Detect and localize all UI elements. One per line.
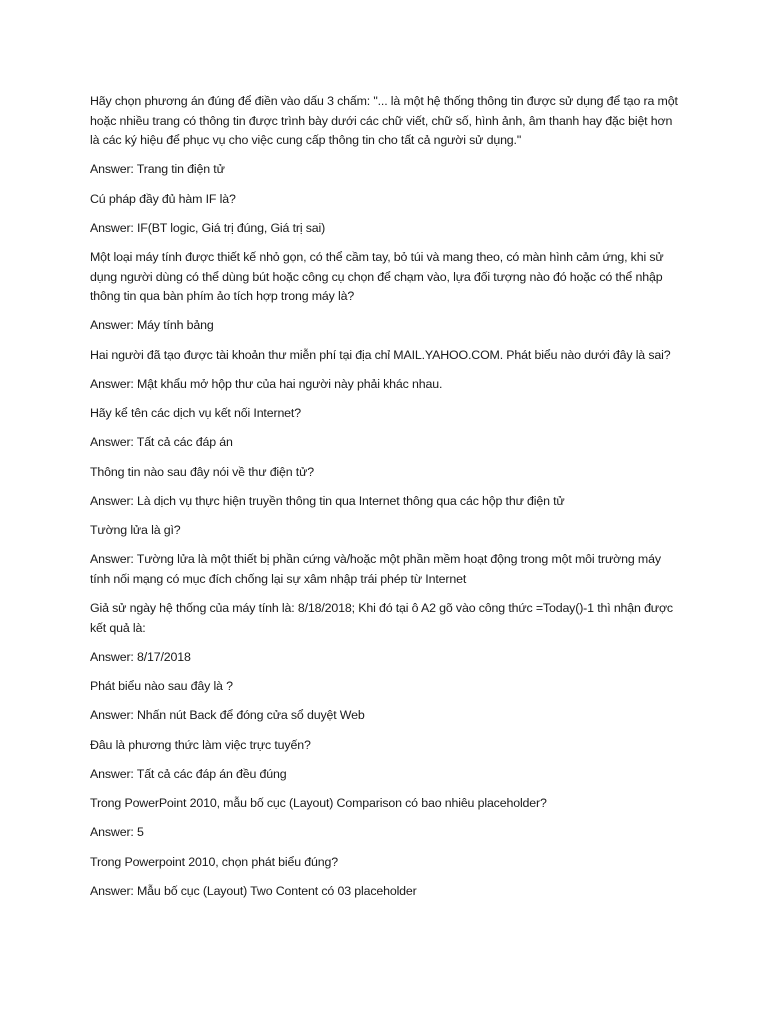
question-text: Trong Powerpoint 2010, chọn phát biểu đúng?	[90, 854, 338, 869]
answer-text: Answer: Tất cả các đáp án đều đúng	[90, 766, 287, 781]
answer-text: Answer: 8/17/2018	[90, 649, 191, 664]
answer-text: Answer: Là dịch vụ thực hiện truyền thông tin qua Internet thông qua các hộp thư điện tử	[90, 493, 565, 508]
answer-text: Answer: 5	[90, 825, 144, 839]
question-text: Hãy chọn phương án đúng để điền vào dấu 3 chấm: "... là một hệ thống thông tin được sử dụng để tạo ra một hoặc nhiều trang có thông tin được trình bày dưới các chữ viết, chữ số, hình ảnh, âm thanh hay đặc biệt hơn là các ký hiệu để phục vụ cho việc cung cấp thông tin cho tất cả người sử dụng."	[90, 94, 678, 147]
answer-text: Answer: Máy tính bảng	[90, 318, 214, 332]
document-body	[90, 92, 680, 911]
answer-text: Answer: Tường lửa là một thiết bị phần cứng và/hoặc một phần mềm hoạt động trong một môi trường máy tính nối mạng có mục đích chống lại sự xâm nhập trái phép từ Internet	[90, 552, 661, 586]
answer-text: Answer: Nhấn nút Back để đóng cửa sổ duyệt Web	[90, 708, 365, 722]
answer-text: Answer: Tất cả các đáp án	[90, 435, 233, 449]
question-text: Hãy kể tên các dịch vụ kết nối Internet?	[90, 406, 301, 420]
answer-text: Answer: Trang tin điện tử	[90, 162, 225, 176]
answer-text: Answer: Mật khẩu mở hộp thư của hai người này phải khác nhau.	[90, 376, 443, 391]
answer-text: Answer: Mẫu bố cục (Layout) Two Content có 03 placeholder	[90, 883, 417, 898]
answer-text: Answer: IF(BT logic, Giá trị đúng, Giá trị sai)	[90, 220, 326, 235]
question-text: Thông tin nào sau đây nói về thư điện tử?	[90, 464, 314, 479]
question-text: Cú pháp đầy đủ hàm IF là?	[90, 191, 236, 206]
question-text: Đâu là phương thức làm việc trực tuyến?	[90, 737, 311, 752]
question-text: Tường lửa là gì?	[90, 523, 181, 537]
question-text: Hai người đã tạo được tài khoản thư miễn phí tại địa chỉ MAIL.YAHOO.COM. Phát biểu nào dưới đây là sai?	[90, 347, 671, 362]
question-text: Trong PowerPoint 2010, mẫu bố cục (Layout) Comparison có bao nhiêu placeholder?	[90, 796, 547, 810]
question-text: Một loại máy tính được thiết kế nhỏ gọn, có thể cầm tay, bỏ túi và mang theo, có màn hình cảm ứng, khi sử dụng người dùng có thể dùng bút hoặc công cụ chọn để chạm vào, lựa đối tượng nào đó hoặc có thể nhập thông tin qua bàn phím ảo tích hợp trong máy là?	[90, 250, 664, 303]
question-text: Phát biểu nào sau đây là ?	[90, 679, 233, 693]
question-text: Giả sử ngày hệ thống của máy tính là: 8/18/2018; Khi đó tại ô A2 gõ vào công thức =Today()-1 thì nhận được kết quả là:	[90, 601, 673, 635]
